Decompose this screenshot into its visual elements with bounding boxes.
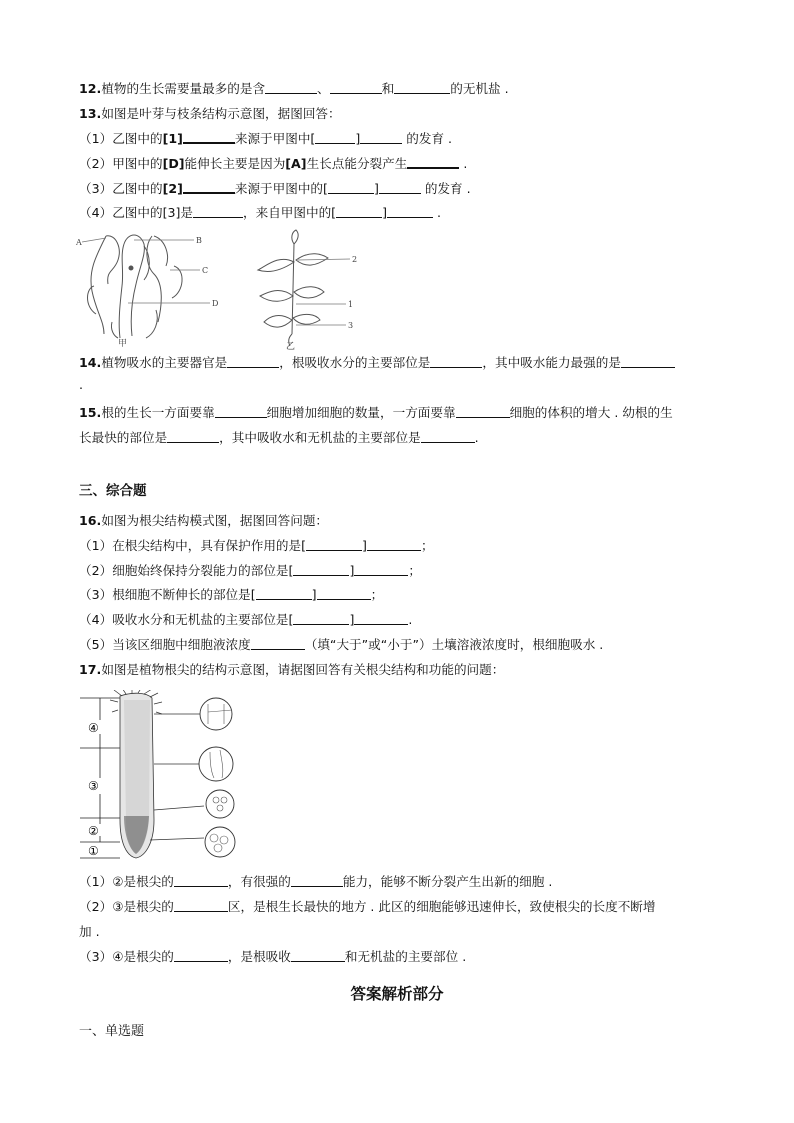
q16-part1	[79, 538, 434, 554]
q16-p4-text-c: .	[408, 612, 413, 627]
q13-stem-text: 如图是叶芽与枝条结构示意图，据图回答：	[101, 106, 341, 121]
section-3-heading: 三、综合题	[79, 483, 147, 499]
q17-p1-text-b: ，有很强的	[227, 874, 291, 889]
q16-p4-blank-1[interactable]	[293, 612, 349, 625]
answer-section-title: 答案解析部分	[350, 985, 444, 1003]
q17-p3-blank-1[interactable]	[174, 949, 228, 962]
q17-p3-blank-2[interactable]	[291, 949, 345, 962]
root-marker-4: ④	[88, 721, 99, 735]
bud-drawing	[88, 235, 183, 338]
q17-part3	[79, 949, 466, 965]
q13-figure	[74, 226, 374, 350]
q16-p5-text-a: （5）当该区细胞中细胞液浓度	[79, 637, 251, 652]
q16-part4	[79, 612, 412, 628]
q14-blank-1[interactable]	[227, 355, 279, 368]
root-tip-body	[110, 690, 162, 858]
q17-p3-text-a: （3）④是根尖的	[79, 949, 174, 964]
q14-line	[79, 355, 675, 371]
q16-stem	[79, 513, 328, 529]
root-callout-lines	[150, 714, 204, 840]
root-marker-2: ②	[88, 824, 99, 838]
bud-label-a: A	[76, 238, 82, 247]
q15-line-2	[79, 430, 479, 446]
q16-p1-blank-2[interactable]	[367, 538, 421, 551]
q16-p4-text-b: ]	[349, 612, 355, 627]
q14-text-d: .	[79, 377, 84, 392]
branch-caption: 乙	[286, 342, 296, 350]
q13-p1-text-e: 的发育 .	[402, 131, 453, 146]
q17-p2-text-a: （2）③是根尖的	[79, 899, 174, 914]
q15-text-a: 根的生长一方面要靠	[101, 405, 215, 420]
q15-blank-4[interactable]	[421, 430, 475, 443]
q13-p2-text-a: （2）甲图中的	[79, 156, 163, 171]
q17-part2-cont	[79, 924, 100, 940]
q16-p2-text-b: ]	[349, 563, 355, 578]
branch-drawing	[258, 230, 328, 346]
q14-number: 14.	[79, 355, 102, 370]
q13-stem	[79, 106, 341, 122]
q17-part1	[79, 874, 552, 890]
root-cell-insets	[199, 698, 235, 857]
q17-p3-text-b: ，是根吸收	[227, 949, 291, 964]
q12-number: 12.	[79, 81, 102, 96]
branch-label-1: 1	[348, 300, 354, 309]
q17-part2	[79, 899, 655, 915]
q12-text-c: 和	[381, 81, 395, 96]
q13-part4	[79, 205, 441, 221]
branch-label-3: 3	[348, 321, 354, 330]
q17-p2-text-c: 加 .	[79, 924, 100, 939]
q15-text-c: 细胞的体积的增大 . 幼根的生	[509, 405, 673, 420]
q16-p3-blank-1[interactable]	[256, 587, 312, 600]
q13-p4-text-d: .	[433, 205, 442, 220]
q16-part2	[79, 563, 421, 579]
q16-p2-text-c: ；	[408, 563, 421, 578]
q13-number: 13.	[79, 106, 102, 121]
q14-text-b: ，根吸收水分的主要部位是	[279, 355, 431, 370]
q13-p2-text-c: 能伸长主要是因为	[184, 156, 286, 171]
answer-section-1: 一、单选题	[79, 1024, 145, 1039]
q16-p2-blank-2[interactable]	[354, 563, 408, 576]
q15-blank-3[interactable]	[167, 430, 219, 443]
q13-p4-text-b: ，来自甲图中的[	[243, 205, 337, 220]
q16-p1-text-c: ；	[420, 538, 434, 553]
q13-p1-text-c: 来源于甲图中[	[234, 131, 316, 146]
q13-p3-blank-2[interactable]	[328, 181, 374, 194]
q13-part1	[79, 130, 452, 147]
q17-figure	[74, 690, 244, 862]
q13-p3-label: [2]	[162, 181, 183, 196]
q16-p2-blank-1[interactable]	[293, 563, 349, 576]
root-zone-ruler	[80, 698, 120, 858]
q16-p1-text-b: ]	[362, 538, 367, 553]
q13-p1-blank-2[interactable]	[315, 131, 355, 144]
q14-text-c: ，其中吸水能力最强的是	[482, 355, 621, 370]
q13-p3-blank-3[interactable]	[379, 181, 421, 194]
q13-p4-blank-2[interactable]	[336, 205, 382, 218]
q17-stem-text: 如图是植物根尖的结构示意图，请据图回答有关根尖结构和功能的问题：	[101, 662, 505, 677]
q17-p2-blank[interactable]	[174, 899, 228, 912]
q17-p3-text-c: 和无机盐的主要部位 .	[344, 949, 467, 964]
q12-blank-3[interactable]	[394, 81, 450, 94]
q15-text-b: 细胞增加细胞的数量，一方面要靠	[266, 405, 456, 420]
q16-p3-text-a: （3）根细胞不断伸长的部位是[	[79, 587, 256, 602]
branch-label-2: 2	[352, 255, 358, 264]
q16-number: 16.	[79, 513, 102, 528]
q13-p3-text-d: ]	[373, 181, 379, 196]
q13-part2	[79, 155, 467, 172]
q15-blank-1[interactable]	[215, 405, 267, 418]
q16-p3-text-c: ；	[370, 587, 384, 602]
q17-p2-text-b: 区，是根生长最快的地方 . 此区的细胞能够迅速伸长，致使根尖的长度不断增	[227, 899, 656, 914]
q16-p5-text-b: （填“大于”或“小于”）土壤溶液浓度时，根细胞吸水 .	[304, 637, 604, 652]
root-marker-3: ③	[88, 779, 99, 793]
q13-p4-blank-3[interactable]	[387, 205, 433, 218]
root-marker-1: ①	[88, 844, 99, 858]
q16-stem-text: 如图为根尖结构模式图，据图回答问题：	[101, 513, 328, 528]
q17-p1-text-c: 能力，能够不断分裂产生出新的细胞 .	[342, 874, 553, 889]
q14-line-2	[79, 377, 83, 393]
q13-p1-blank-3[interactable]	[360, 131, 402, 144]
q16-p4-blank-2[interactable]	[354, 612, 408, 625]
q16-p1-blank-1[interactable]	[306, 538, 362, 551]
q16-part5	[79, 637, 603, 653]
q13-p1-text-a: （1）乙图中的	[79, 131, 163, 146]
q15-number: 15.	[79, 405, 102, 420]
q17-p1-text-a: （1）②是根尖的	[79, 874, 174, 889]
q16-p3-blank-2[interactable]	[317, 587, 371, 600]
q13-p3-text-c: 来源于甲图中的[	[234, 181, 328, 196]
q15-text-e: ，其中吸收水和无机盐的主要部位是	[219, 430, 421, 445]
q15-text-f: .	[474, 430, 479, 445]
q17-p1-blank-2[interactable]	[291, 874, 343, 887]
q17-number: 17.	[79, 662, 102, 677]
q15-blank-2[interactable]	[456, 405, 510, 418]
bud-label-c: C	[202, 266, 209, 275]
q17-stem	[79, 662, 504, 678]
q13-p2-blank[interactable]	[407, 155, 459, 169]
q13-p2-label-d: [D]	[162, 156, 185, 171]
q13-p4-blank-1[interactable]	[193, 205, 243, 218]
q13-p3-text-e: 的发育 .	[420, 181, 471, 196]
branch-leader-lines	[296, 259, 350, 325]
q13-p4-text-c: ]	[382, 205, 388, 220]
q16-p4-text-a: （4）吸收水分和无机盐的主要部位是[	[79, 612, 294, 627]
q13-p2-text-f: .	[459, 156, 468, 171]
q16-p5-blank[interactable]	[251, 637, 305, 650]
q16-p3-text-b: ]	[311, 587, 317, 602]
q14-blank-3[interactable]	[621, 355, 675, 368]
q12-line	[79, 81, 509, 97]
q12-text-b: 、	[317, 81, 330, 96]
q13-p2-text-e: 生长点能分裂产生	[306, 156, 408, 171]
q14-text-a: 植物吸水的主要器官是	[101, 355, 228, 370]
q15-text-d: 长最快的部位是	[79, 430, 168, 445]
q12-blank-1[interactable]	[265, 81, 317, 94]
q16-part3	[79, 587, 383, 603]
q12-blank-2[interactable]	[330, 81, 382, 94]
q13-p1-text-d: ]	[355, 131, 361, 146]
q13-p1-label: [1]	[162, 131, 183, 146]
q12-text-d: 的无机盐 .	[450, 81, 509, 96]
q13-p3-blank-1[interactable]	[183, 180, 235, 194]
bud-leader-lines	[82, 238, 210, 303]
q13-p1-blank-1[interactable]	[183, 130, 235, 144]
q17-p1-blank-1[interactable]	[174, 874, 228, 887]
bud-label-d: D	[212, 299, 219, 308]
q13-p2-label-a: [A]	[285, 156, 307, 171]
q16-p1-text-a: （1）在根尖结构中，具有保护作用的是[	[79, 538, 307, 553]
q16-p2-text-a: （2）细胞始终保持分裂能力的部位是[	[79, 563, 294, 578]
q12-text-a: 植物的生长需要量最多的是含	[101, 81, 266, 96]
bud-label-b: B	[196, 236, 202, 245]
q13-part3	[79, 180, 471, 197]
q13-p3-text-a: （3）乙图中的	[79, 181, 163, 196]
bud-caption: 甲	[118, 339, 128, 349]
q13-p4-text-a: （4）乙图中的[3]是	[79, 205, 194, 220]
q14-blank-2[interactable]	[430, 355, 482, 368]
q15-line-1	[79, 405, 673, 421]
